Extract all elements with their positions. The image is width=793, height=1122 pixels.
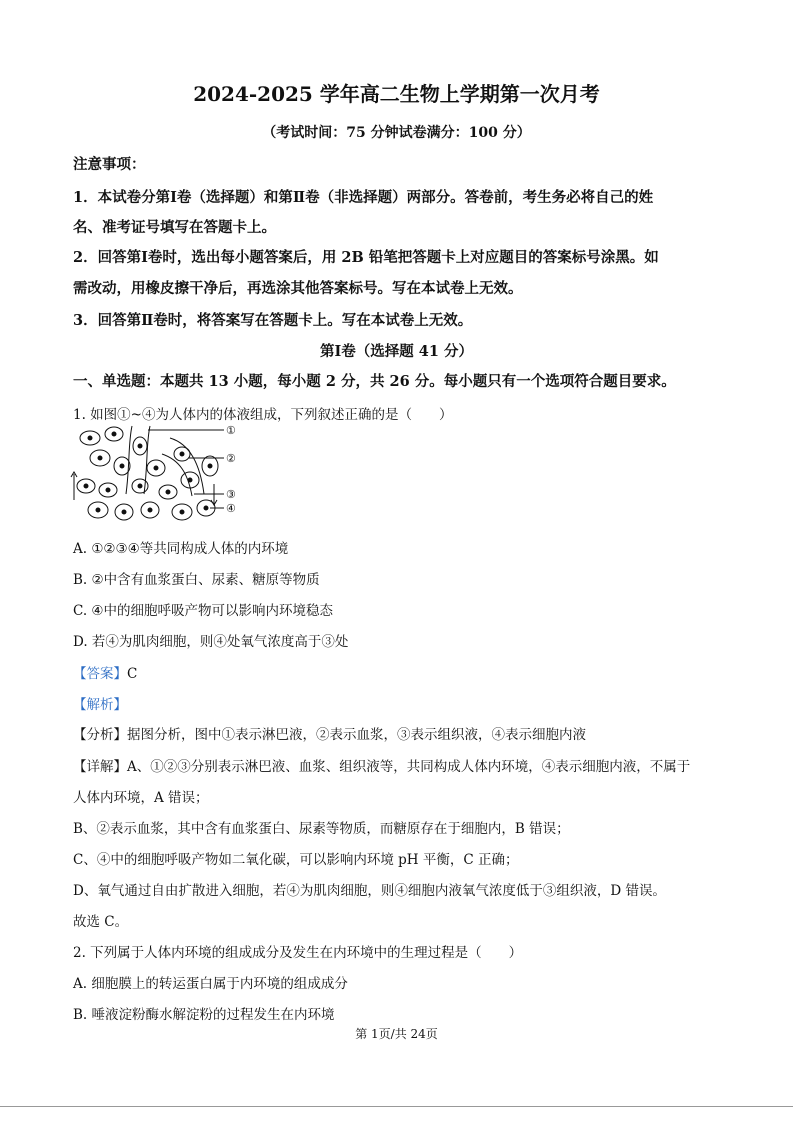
fenxi-tag: 【分析】 [73, 727, 127, 743]
question-1-option-b: B. ②中含有血浆蛋白、尿素、糖原等物质 [73, 572, 320, 588]
notice-heading: 注意事项： [73, 156, 146, 173]
question-2-option-b: B. 唾液淀粉酶水解淀粉的过程发生在内环境 [73, 1007, 335, 1023]
fenxi-line [73, 723, 586, 743]
analysis-tag: 【解析】 [73, 697, 127, 713]
notice-line: 1．本试卷分第Ⅰ卷（选择题）和第Ⅱ卷（非选择题）两部分。答卷前，考生务必将自己的姓 [73, 189, 654, 206]
notice-line: 名、准考证号填写在答题卡上。 [73, 219, 276, 236]
fenxi-text: 据图分析，图中①表示淋巴液，②表示血浆，③表示组织液，④表示细胞内液 [127, 727, 586, 743]
question-2-stem: 2. 下列属于人体内环境的组成成分及发生在内环境中的生理过程是（ ） [73, 945, 523, 961]
figure-label-3: ③ [226, 488, 236, 501]
question-2-option-a: A. 细胞膜上的转运蛋白属于内环境的组成成分 [73, 976, 348, 992]
xiangjie-line [73, 755, 690, 775]
question-1-option-a: A. ①②③④等共同构成人体的内环境 [73, 541, 289, 557]
page-bottom-divider [0, 1106, 793, 1107]
xiangjie-line: D、氧气通过自由扩散进入细胞，若④为肌肉细胞，则④细胞内液氧气浓度低于③组织液，D 错误。 [73, 883, 666, 899]
page-footer: 第 1页/共 24页 [355, 1027, 438, 1041]
xiangjie-line: C、④中的细胞呼吸产物如二氧化碳，可以影响内环境 pH 平衡，C 正确； [73, 852, 519, 868]
answer-tag: 【答案】 [73, 666, 127, 682]
exam-subtitle: （考试时间：75 分钟试卷满分：100 分） [262, 125, 531, 141]
notice-line: 2．回答第Ⅰ卷时，选出每小题答案后，用 2B 铅笔把答题卡上对应题目的答案标号涂黑。如 [73, 249, 659, 266]
xiangjie-text: A、①②③分别表示淋巴液、血浆、组织液等，共同构成人体内环境，④表示细胞内液，不属于 [127, 759, 691, 775]
answer-line [73, 662, 137, 682]
body-fluid-figure [70, 424, 245, 526]
question-1-option-c: C. ④中的细胞呼吸产物可以影响内环境稳态 [73, 603, 334, 619]
notice-line: 3．回答第Ⅱ卷时，将答案写在答题卡上。写在本试卷上无效。 [73, 312, 473, 329]
question-1-stem: 1. 如图①~④为人体内的体液组成，下列叙述正确的是（ ） [73, 407, 453, 423]
question-1-option-d: D. 若④为肌肉细胞，则④处氧气浓度高于③处 [73, 634, 349, 650]
notice-line: 需改动，用橡皮擦干净后，再选涂其他答案标号。写在本试卷上无效。 [73, 280, 523, 297]
figure-label-4: ④ [226, 502, 236, 515]
figure-label-1: ① [226, 424, 236, 437]
xiangjie-line: B、②表示血浆，其中含有血浆蛋白、尿素等物质，而糖原存在于细胞内，B 错误； [73, 821, 570, 837]
xiangjie-tag: 【详解】 [73, 759, 127, 775]
xiangjie-line: 人体内环境，A 错误； [73, 790, 209, 806]
answer-value: C [127, 666, 138, 682]
section-title: 第Ⅰ卷（选择题 41 分） [319, 343, 474, 360]
xiangjie-line: 故选 C。 [73, 914, 129, 930]
page-title: 2024-2025 学年高二生物上学期第一次月考 [193, 82, 600, 106]
figure-label-2: ② [226, 452, 236, 465]
part-title: 一、单选题：本题共 13 小题，每小题 2 分，共 26 分。每小题只有一个选项符合题目要求。 [73, 373, 676, 390]
